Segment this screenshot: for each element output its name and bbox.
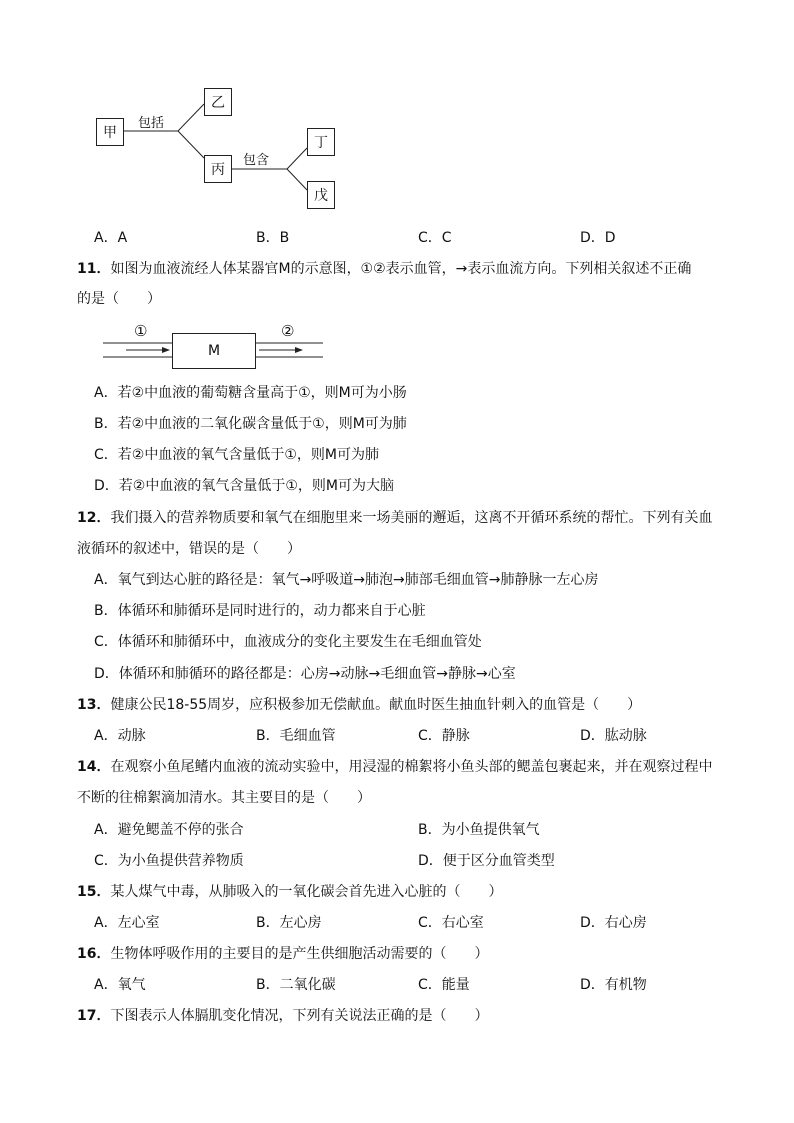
q11-option-c: C．若②中血液的氧气含量低于①，则M可为肺 (94, 447, 379, 463)
node-bing-label: 丙 (211, 162, 225, 178)
q16-option-c: C．能量 (418, 977, 470, 993)
q12-option-b: B．体循环和肺循环是同时进行的，动力都来自于心脏 (94, 603, 426, 619)
q10-option-d: D．D (580, 230, 616, 246)
q12-stem-line2: 液循环的叙述中，错误的是（ ） (77, 541, 301, 557)
q16-option-a: A．氧气 (94, 977, 146, 993)
node-wu-label: 戊 (314, 188, 328, 204)
node-yi-label: 乙 (211, 95, 225, 111)
q11-stem-line1: 如图为血液流经人体某器官M的示意图，①②表示血管，→表示血流方向。下列相关叙述不正确 (110, 261, 692, 277)
organ-m-box (172, 333, 256, 369)
q11-stem-line2: 的是（ ） (77, 291, 161, 307)
q14-option-b: B．为小鱼提供氧气 (418, 822, 540, 838)
q16-stem (77, 944, 488, 964)
label-include1: 包括 (138, 116, 165, 131)
q14-stem-line2: 不断的往棉絮滴加清水。其主要目的是（ ） (77, 790, 371, 806)
q14-stem-line1: 在观察小鱼尾鳍内血液的流动实验中，用浸湿的棉絮将小鱼头部的鳃盖包裹起来，并在观察过程中 (110, 759, 713, 775)
q14-number: 14． (77, 759, 111, 775)
q16-option-b: B．二氧化碳 (256, 977, 336, 993)
q15-option-a: A．左心室 (94, 915, 160, 931)
organ-m-label: M (207, 343, 221, 359)
node-yi (204, 88, 232, 116)
q13-stem-text: 健康公民18-55周岁，应积极参加无偿献血。献血时医生抽血针刺入的血管是（ ） (110, 697, 642, 713)
q11-option-d: D．若②中血液的氧气含量低于①，则M可为大脑 (94, 478, 394, 494)
q15-option-c: C．右心室 (418, 915, 484, 931)
label-include2: 包含 (243, 153, 270, 168)
q10-option-b: B．B (256, 230, 290, 246)
q10-option-c: C．C (418, 230, 452, 246)
q13-option-a: A．动脉 (94, 728, 146, 744)
node-wu (307, 181, 335, 209)
q12-stem (77, 508, 712, 528)
q11-stem (77, 259, 691, 279)
node-jia-label: 甲 (103, 125, 117, 141)
node-ding-label: 丁 (314, 135, 328, 151)
q11-number: 11． (77, 261, 111, 277)
q13-stem (77, 695, 641, 715)
q14-stem (77, 757, 712, 777)
q12-number: 12． (77, 510, 111, 526)
q13-number: 13． (77, 697, 111, 713)
q15-option-d: D．右心房 (580, 915, 647, 931)
q15-stem-text: 某人煤气中毒，从肺吸入的一氧化碳会首先进入心脏的（ ） (110, 884, 503, 900)
q12-option-d: D．体循环和肺循环的路径都是：心房→动脉→毛细血管→静脉→心室 (94, 666, 516, 682)
q11-option-b: B．若②中血液的二氧化碳含量低于①，则M可为肺 (94, 416, 407, 432)
q15-option-b: B．左心房 (256, 915, 322, 931)
q14-option-c: C．为小鱼提供营养物质 (94, 853, 244, 869)
q14-option-a: A．避免鳃盖不停的张合 (94, 822, 244, 838)
q13-option-c: C．静脉 (418, 728, 470, 744)
vessel-2-label: ② (281, 322, 295, 340)
q17-stem-text: 下图表示人体膈肌变化情况，下列有关说法正确的是（ ） (110, 1008, 489, 1024)
q14-option-d: D．便于区分血管类型 (418, 853, 555, 869)
node-jia (96, 118, 124, 146)
vessel-1-label: ① (134, 322, 148, 340)
q17-number: 17． (77, 1008, 111, 1024)
q13-option-b: B．毛细血管 (256, 728, 336, 744)
q15-number: 15． (77, 884, 111, 900)
q16-number: 16． (77, 946, 111, 962)
q11-option-a: A．若②中血液的葡萄糖含量高于①，则M可为小肠 (94, 385, 407, 401)
q16-option-d: D．有机物 (580, 977, 647, 993)
q12-option-c: C．体循环和肺循环中，血液成分的变化主要发生在毛细血管处 (94, 634, 482, 650)
q12-option-a: A．氧气到达心脏的路径是：氧气→呼吸道→肺泡→肺部毛细血管→肺静脉一左心房 (94, 572, 599, 588)
node-ding (307, 128, 335, 156)
q15-stem (77, 882, 502, 902)
q13-option-d: D．肱动脉 (580, 728, 647, 744)
q16-stem-text: 生物体呼吸作用的主要目的是产生供细胞活动需要的（ ） (110, 946, 489, 962)
q10-option-a: A．A (94, 230, 128, 246)
node-bing (204, 155, 232, 183)
q17-stem (77, 1006, 488, 1026)
q12-stem-line1: 我们摄入的营养物质要和氧气在细胞里来一场美丽的邂逅，这离不开循环系统的帮忙。下列有关血 (110, 510, 713, 526)
